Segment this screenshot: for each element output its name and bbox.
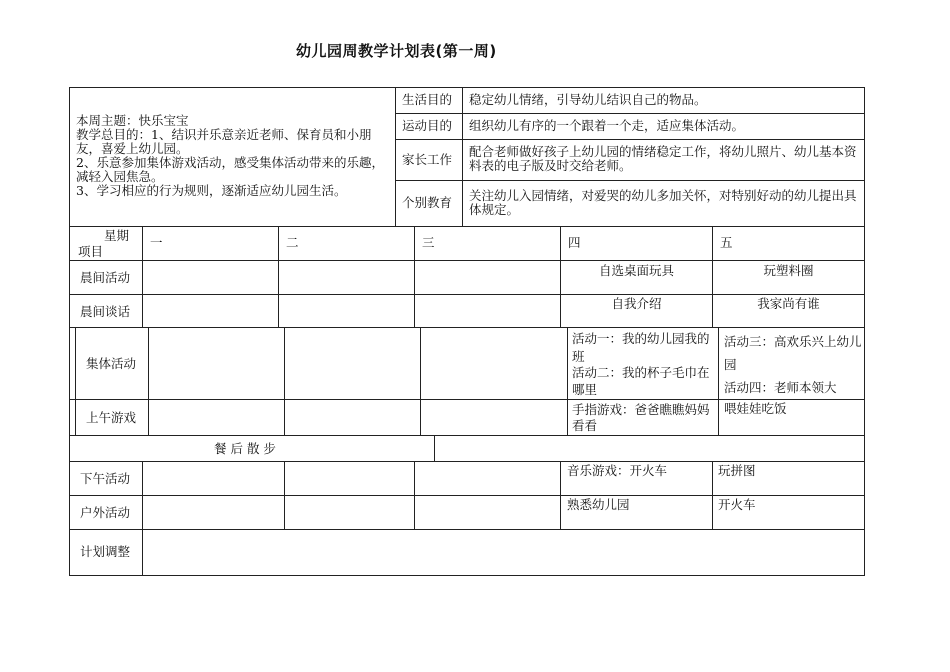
- thu-morning-game: 手指游戏：爸爸瞧瞧妈妈看看: [572, 402, 710, 433]
- goal-text-life: 稳定幼儿情绪，引导幼儿结识自己的物品。: [469, 92, 707, 107]
- thu-group-activity-2: 活动二：我的杯子毛巾在哪里: [572, 365, 710, 397]
- day-friday: 五: [720, 235, 733, 250]
- row-label-group-activity: 集体活动: [86, 356, 137, 371]
- thu-morning-activity: 自选桌面玩具: [598, 263, 674, 278]
- fri-morning-talk: 我家尚有谁: [757, 296, 820, 311]
- row-label-plan-adjustment: 计划调整: [80, 544, 131, 559]
- thu-afternoon-activity: 音乐游戏：开火车: [567, 463, 668, 478]
- fri-morning-game: 喂娃娃吃饭: [724, 401, 787, 416]
- row-label-morning-activity: 晨间活动: [80, 270, 131, 285]
- row-label-after-meal-walk: 餐 后 散 步: [214, 441, 276, 456]
- teaching-goal-2: 2、乐意参加集体游戏活动，感受集体活动带来的乐趣，减轻入园焦急。: [76, 155, 384, 184]
- goal-label-life: 生活目的: [402, 92, 453, 107]
- fri-morning-activity: 玩塑料圈: [763, 263, 814, 278]
- thu-outdoor-activity: 熟悉幼儿园: [567, 497, 630, 512]
- thu-group-activity-1: 活动一：我的幼儿园我的班: [572, 331, 710, 364]
- teaching-goal-1: 教学总目的：1、结识并乐意亲近老师、保育员和小朋友，喜爱上幼儿园。: [76, 127, 372, 156]
- day-monday: 一: [150, 235, 163, 250]
- fri-afternoon-activity: 玩拼图: [718, 463, 756, 478]
- fri-group-activity-2: 活动四：老师本领大: [724, 380, 837, 395]
- goal-label-parent: 家长工作: [402, 152, 453, 167]
- goal-label-individual: 个别教育: [402, 195, 453, 210]
- page-title: 幼儿园周教学计划表(第一周): [296, 42, 497, 60]
- row-label-morning-talk: 晨间谈话: [80, 304, 131, 319]
- goal-label-motor: 运动目的: [402, 118, 453, 133]
- fri-group-activity-1: 活动三：高欢乐兴上幼儿园: [724, 334, 862, 372]
- goal-text-individual: 关注幼儿入园情绪，对爱哭的幼儿多加关怀，对特别好动的幼儿提出具体规定。: [469, 188, 857, 217]
- thu-morning-talk: 自我介绍: [611, 296, 662, 311]
- day-tuesday: 二: [286, 235, 299, 250]
- day-wednesday: 三: [422, 235, 435, 250]
- teaching-goal-3: 3、学习相应的行为规则，逐渐适应幼儿园生活。: [76, 183, 347, 198]
- goal-text-motor: 组织幼儿有序的一个跟着一个走，适应集体活动。: [469, 118, 745, 133]
- row-label-afternoon-activity: 下午活动: [80, 471, 131, 486]
- week-theme: 本周主题：快乐宝宝: [76, 113, 189, 128]
- fri-outdoor-activity: 开火车: [718, 497, 756, 512]
- item-header: 项目: [78, 244, 104, 259]
- weekday-header: 星期: [104, 228, 130, 243]
- goal-text-parent: 配合老师做好孩子上幼儿园的情绪稳定工作，将幼儿照片、幼儿基本资料表的电子版及时交给老师。: [469, 144, 857, 173]
- day-thursday: 四: [568, 235, 581, 250]
- row-label-morning-game: 上午游戏: [86, 410, 137, 425]
- row-label-outdoor-activity: 户外活动: [80, 505, 131, 520]
